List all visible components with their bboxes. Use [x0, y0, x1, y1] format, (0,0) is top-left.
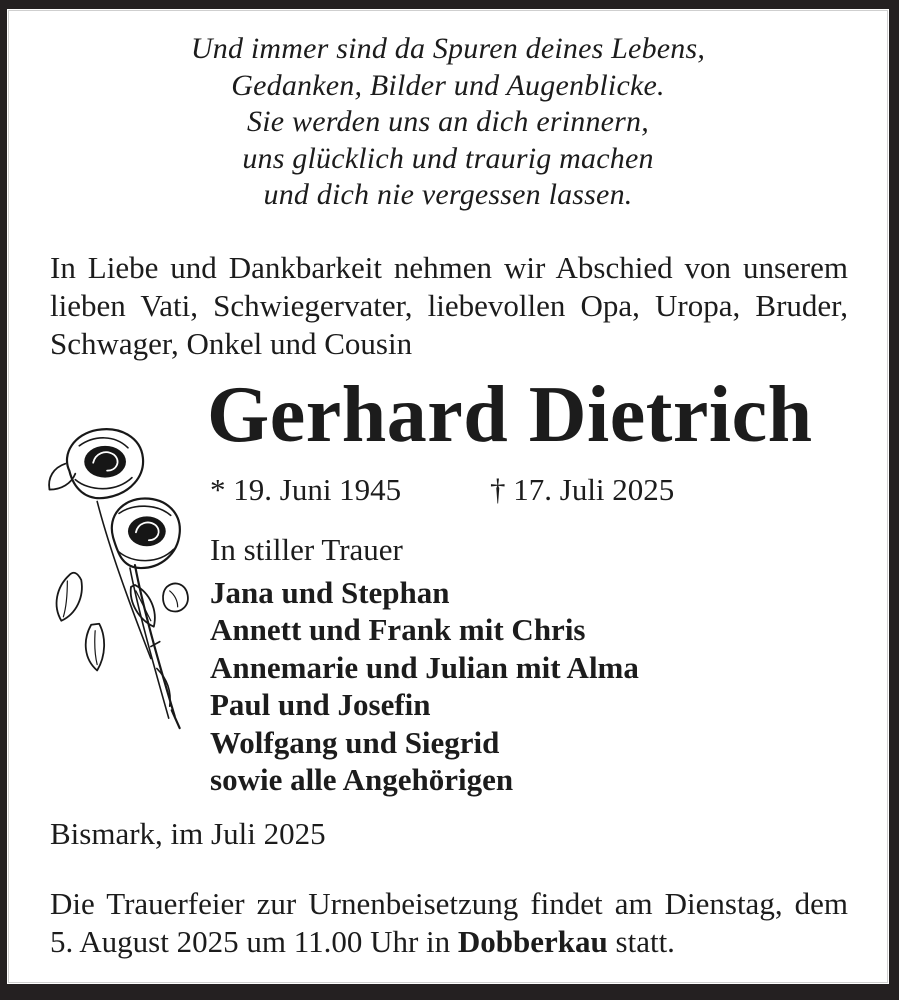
funeral-line2-prefix: 5. August 2025 um 11.00 Uhr in: [50, 924, 458, 959]
mourner-line: Annemarie und Julian mit Alma: [210, 649, 639, 685]
funeral-line2-suffix: statt.: [607, 924, 675, 959]
funeral-info: [50, 885, 848, 961]
death-date: † 17. Juli 2025: [490, 472, 675, 507]
farewell-line: Schwager, Onkel und Cousin: [50, 326, 413, 361]
place-and-date: Bismark, im Juli 2025: [50, 816, 326, 851]
rose-illustration: [38, 416, 210, 744]
funeral-venue: Dobberkau: [457, 924, 608, 959]
funeral-line: [50, 923, 848, 961]
deceased-name: Gerhard Dietrich: [207, 371, 813, 459]
mourner-line: Paul und Josefin: [210, 687, 431, 723]
birth-date: * 19. Juni 1945: [210, 472, 402, 507]
poem-line: Gedanken, Bilder und Augenblicke.: [231, 68, 665, 102]
poem-line: Und immer sind da Spuren deines Lebens,: [190, 32, 706, 65]
poem-line: Sie werden uns an dich erinnern,: [247, 105, 649, 138]
poem-line: uns glücklich und traurig machen: [242, 141, 654, 175]
poem-line: und dich nie vergessen lassen.: [263, 178, 633, 211]
funeral-line: Die Trauerfeier zur Urnenbeisetzung findet am Dienstag, dem: [50, 886, 848, 921]
mourning-intro: In stiller Trauer: [210, 532, 403, 567]
memorial-poem: [7, 31, 889, 214]
mourner-line: sowie alle Angehörigen: [210, 762, 514, 798]
notice-sheet: [7, 9, 889, 984]
mourner-line: Wolfgang und Siegrid: [210, 724, 500, 760]
farewell-line: lieben Vati, Schwiegervater, liebevollen Opa, Uropa, Bruder,: [50, 288, 848, 323]
farewell-paragraph: [50, 249, 848, 363]
mourners-list: [210, 574, 639, 798]
farewell-line: In Liebe und Dankbarkeit nehmen wir Abschied von unserem: [50, 250, 848, 285]
mourner-line: Jana und Stephan: [210, 575, 450, 610]
mourner-line: Annett und Frank mit Chris: [210, 612, 586, 648]
